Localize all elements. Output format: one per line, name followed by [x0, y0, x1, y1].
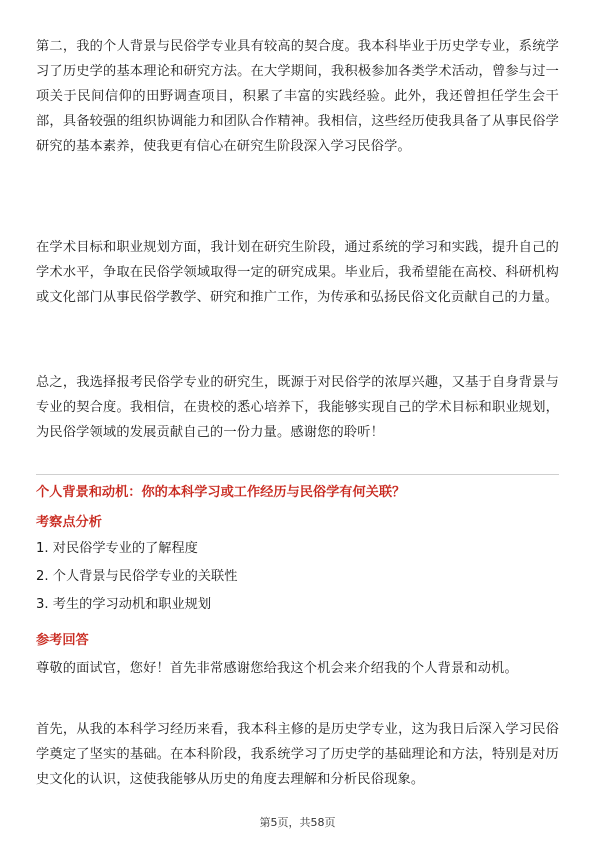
body-paragraph-1: 第二，我的个人背景与民俗学专业具有较高的契合度。我本科毕业于历史学专业，系统学习了历史学的基本理论和研究方法。在大学期间，我积极参加各类学术活动，曾参与过一项关于民间信仰的田野调查项目，积累了丰富的实践经验。此外，我还曾担任学生会干部，具备较强的组织协调能力和团队合作精神。我相信，这些经历使我具备了从事民俗学研究的基本素养，使我更有信心在研究生阶段深入学习民俗学。 — [36, 39, 559, 154]
analysis-item-1: 1. 对民俗学专业的了解程度 — [36, 541, 198, 556]
analysis-item-2: 2. 个人背景与民俗学专业的关联性 — [36, 569, 238, 584]
answer-paragraph-2: 首先，从我的本科学习经历来看，我本科主修的是历史学专业，这为我日后深入学习民俗学奠定了坚实的基础。在本科阶段，我系统学习了历史学的基础理论和方法，特别是对历史文化的认识，这使我能够从历史的角度去理解和分析民俗现象。 — [36, 722, 559, 787]
body-paragraph-2: 在学术目标和职业规划方面，我计划在研究生阶段，通过系统的学习和实践，提升自己的学术水平，争取在民俗学领域取得一定的研究成果。毕业后，我希望能在高校、科研机构或文化部门从事民俗学教学、研究和推广工作，为传承和弘扬民俗文化贡献自己的力量。 — [36, 240, 559, 305]
page-number-footer: 第5页，共58页 — [259, 816, 336, 829]
body-paragraph-3: 总之，我选择报考民俗学专业的研究生，既源于对民俗学的浓厚兴趣，又基于自身背景与专业的契合度。我相信，在贵校的悉心培养下，我能够实现自己的学术目标和职业规划，为民俗学领域的发展贡献自己的一份力量。感谢您的聆听！ — [36, 375, 559, 440]
answer-paragraph-1: 尊敬的面试官，您好！首先非常感谢您给我这个机会来介绍我的个人背景和动机。 — [36, 661, 518, 676]
analysis-heading: 考察点分析 — [36, 515, 102, 530]
question-title: 个人背景和动机：你的本科学习或工作经历与民俗学有何关联？ — [36, 485, 406, 500]
answer-heading: 参考回答 — [36, 633, 89, 648]
analysis-item-3: 3. 考生的学习动机和职业规划 — [36, 597, 212, 612]
section-divider — [36, 474, 559, 475]
